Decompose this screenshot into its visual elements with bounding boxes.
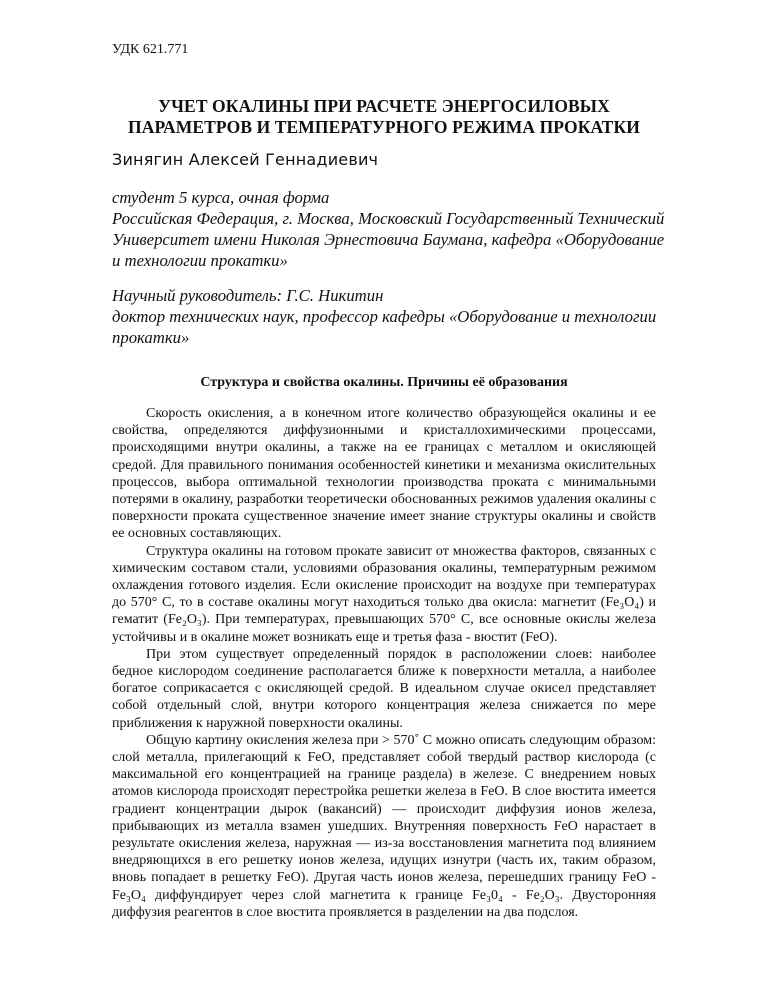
paragraph-3: При этом существует определенный порядок в расположении слоев: наиболее бедное кислородом соединение располагается ближе к поверхности металла, а наиболее богатое соприкасается с окисляющей средой. В идеальном случае окисел представляет собой отдельный слой, внутри которого концентрация железа снижается по мере приближения к наружной поверхности окалины. [112,646,656,731]
udk-code: УДК 621.771 [112,42,189,57]
author-name: Зинягин Алексей Геннадиевич [112,150,379,169]
affiliation-line-1: студент 5 курса, очная форма [112,188,330,207]
title-line-2: ПАРАМЕТРОВ И ТЕМПЕРАТУРНОГО РЕЖИМА ПРОКАТКИ [128,117,640,137]
paragraph-1: Скорость окисления, а в конечном итоге количество образующейся окалины и ее свойства, определяются диффузионными и кристаллохимическими процессами, происходящими внутри окалины, а также на ее границах с металлом и окисляющей средой. Для правильного понимания особенностей кинетики и механизма окислительных процессов, выбора оптимальной технологии производства проката с минимальными потерями в окалину, разработки теоретически обоснованных режимов удаления окалины с поверхности проката существенное значение имеет знание структуры окалины и свойств ее основных составляющих. [112,406,656,542]
scientific-advisor [112,285,672,348]
paper-title [100,96,668,138]
author-affiliation [112,187,672,271]
advisor-line-2: доктор технических наук, профессор кафедры «Оборудование и технологии [112,307,657,326]
body-text [112,405,656,921]
advisor-line-3: прокатки» [112,328,190,347]
affiliation-line-2: Российская Федерация, г. Москва, Московский Государственный Технический [112,209,665,228]
affiliation-line-4: и технологии прокатки» [112,251,288,270]
title-line-1: УЧЕТ ОКАЛИНЫ ПРИ РАСЧЕТЕ ЭНЕРГОСИЛОВЫХ [158,96,610,116]
section-heading: Структура и свойства окалины. Причины её образования [200,375,568,390]
paragraph-4: Общую картину окисления железа при > 570˚ С можно описать следующим образом: слой металла, прилегающий к FeO, представляет собой твердый раствор кислорода (с максимальной его концентрацией на границе раздела) в железе. С внедрением новых атомов кислорода происходят перестройка решетки железа в FeO. В слое вюстита имеется градиент концентрации дырок (вакансий) — происходит диффузия ионов железа, прибывающих из металла взамен ушедших. Внутренняя поверхность FeO нарастает в результате окисления железа, наружная — из-за восстановления магнетита под влиянием внедряющихся в его решетку ионов железа, идущих изнутри (часть их, таким образом, вновь попадает в решетку FeO). Другая часть ионов железа, перешедших границу FeO - Fe₃O₄ диффундирует через слой магнетита к границе Fe₃0₄ - Fe₂O₃. Двусторонняя диффузия реагентов в слое вюстита проявляется в разделении на два подслоя. [112,732,656,920]
paragraph-2: Структура окалины на готовом прокате зависит от множества факторов, связанных с химическим составом стали, условиями образования окалины, температурным режимом охлаждения готового изделия. Если окисление происходит на воздухе при температурах до 570° С, то в составе окалины могут находиться только два окисла: магнетит (Fe₃O₄) и гематит (Fe₂O₃). При температурах, превышающих 570° С, все основные окислы железа устойчивы и в окалине может возникать еще и третья фаза - вюстит (FeO). [112,543,656,645]
advisor-line-1: Научный руководитель: Г.С. Никитин [112,286,384,305]
affiliation-line-3: Университет имени Николая Эрнестовича Баумана, кафедра «Оборудование [112,230,665,249]
